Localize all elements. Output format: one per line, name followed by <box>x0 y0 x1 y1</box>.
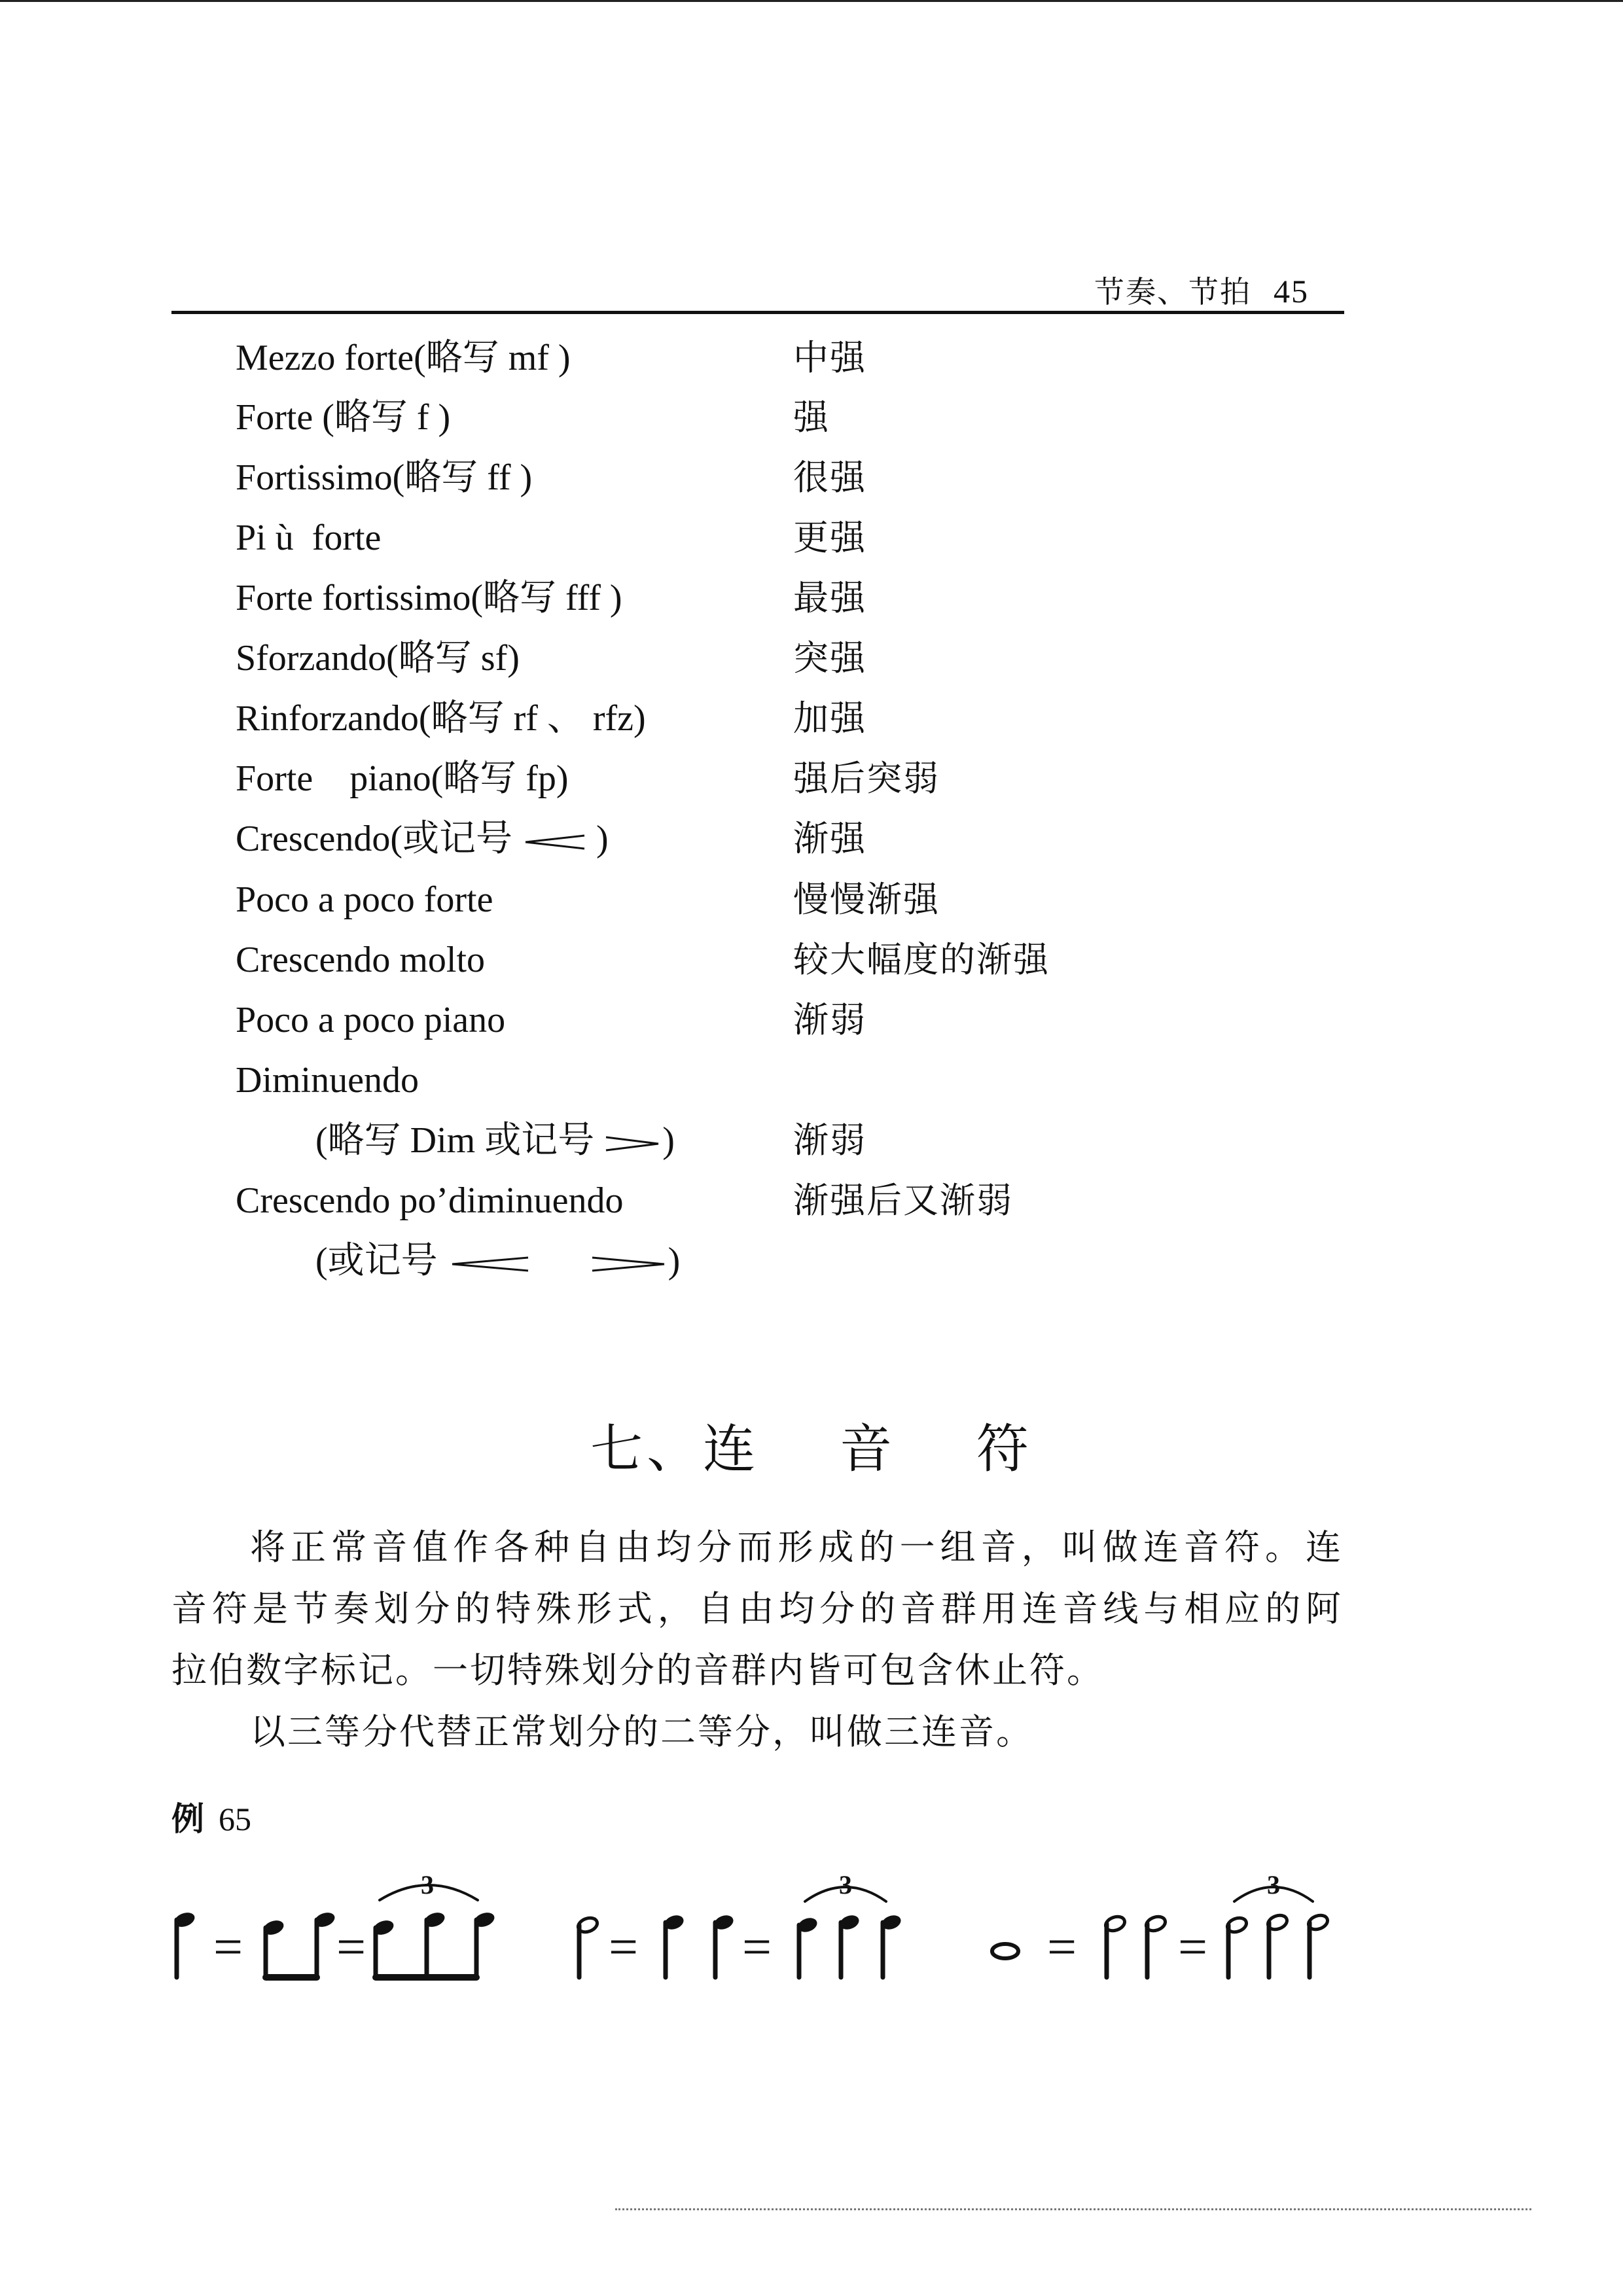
term-meaning: 渐强后又渐弱 <box>793 1180 1013 1221</box>
term-meaning: 加强 <box>793 698 866 739</box>
term-meaning: 更强 <box>793 517 866 558</box>
term-meaning: 强 <box>793 397 830 438</box>
term-italian: Forte (略写 f ) <box>236 397 451 438</box>
header-rule <box>171 311 1344 314</box>
term-italian: Mezzo forte(略写 mf ) <box>236 338 571 378</box>
term-italian: Forte fortissimo(略写 fff ) <box>236 578 622 618</box>
diminuendo-hairpin-icon <box>603 1131 662 1157</box>
diminuendo-hairpin-icon <box>590 1251 668 1277</box>
term-italian: Crescendo molto <box>236 940 486 980</box>
equals-sign: = <box>1047 1918 1077 1976</box>
scan-top-edge <box>0 0 1623 2</box>
half-notes-icon <box>1103 1914 1167 1977</box>
eighth-notes-beamed-icon <box>262 1910 337 1977</box>
term-meaning: 突强 <box>793 637 866 679</box>
term-meaning: 强后突弱 <box>793 758 940 799</box>
example-number: 65 <box>219 1801 251 1837</box>
quarter-notes-icon <box>662 1913 735 1977</box>
equals-sign: = <box>742 1918 772 1976</box>
equals-sign: = <box>609 1918 639 1976</box>
term-suffix: ) <box>668 1241 681 1281</box>
term-meaning: 渐弱 <box>793 1120 866 1161</box>
scan-artifact-line <box>615 2208 1531 2210</box>
term-italian: Fortissimo(略写 ff ) <box>236 457 533 498</box>
term-italian <box>315 1118 675 1163</box>
whole-note-icon <box>992 1944 1018 1958</box>
quarter-triplet-icon <box>796 1887 902 1977</box>
body-paragraph <box>171 1517 1343 1701</box>
term-suffix: ) <box>662 1120 675 1161</box>
term-italian: Pi ù forte <box>236 518 382 558</box>
term-meaning: 慢慢渐强 <box>793 879 940 920</box>
term-prefix: Crescendo(或记号 <box>236 819 513 859</box>
paragraph-line: 音符是节奏划分的特殊形式，自由均分的音群用连音线与相应的阿 <box>171 1588 1343 1629</box>
term-prefix: (略写 Dim 或记号 <box>315 1120 595 1161</box>
term-meaning: 很强 <box>793 457 866 498</box>
quarter-note-icon <box>173 1910 197 1977</box>
term-italian: Diminuendo <box>236 1060 419 1101</box>
equals-sign: = <box>336 1918 366 1976</box>
example-label <box>171 1793 251 1840</box>
term-italian <box>236 816 609 862</box>
term-italian: Rinforzando(略写 rf 、 rfz) <box>236 698 646 739</box>
half-note-icon <box>576 1915 599 1977</box>
equals-sign: = <box>213 1918 243 1976</box>
term-meaning: 渐强 <box>793 818 866 859</box>
page-number: 45 <box>1274 273 1309 309</box>
term-prefix: (或记号 <box>315 1241 438 1281</box>
term-meaning: 渐弱 <box>793 999 866 1040</box>
half-triplet-icon <box>1225 1887 1329 1977</box>
running-title: 节奏、节拍 <box>1094 274 1251 309</box>
paragraph-line: 拉伯数字标记。一切特殊划分的音群内皆可包含休止符。 <box>171 1650 1104 1691</box>
term-italian: Poco a poco forte <box>236 879 493 920</box>
term-italian: Sforzando(略写 sf) <box>236 638 520 679</box>
term-italian: Forte piano(略写 fp) <box>236 758 569 799</box>
tuplet-number: 3 <box>421 1870 434 1899</box>
term-meaning: 中强 <box>793 337 866 378</box>
crescendo-hairpin-icon <box>522 829 587 855</box>
tuplet-number: 3 <box>1267 1870 1280 1899</box>
term-meaning: 最强 <box>793 577 866 618</box>
term-meaning: 较大幅度的渐强 <box>793 939 1050 980</box>
example-label-text: 例 <box>171 1799 204 1838</box>
crescendo-hairpin-icon <box>447 1251 532 1277</box>
equals-sign: = <box>1178 1918 1208 1976</box>
section-title: 七、连 音 符 <box>590 1419 1033 1479</box>
body-paragraph: 以三等分代替正常划分的二等分，叫做三连音。 <box>250 1711 1033 1752</box>
eighth-triplet-icon <box>372 1885 497 1977</box>
running-head <box>1094 268 1309 311</box>
term-italian: Poco a poco piano <box>236 1000 506 1040</box>
tuplet-number: 3 <box>839 1870 852 1899</box>
term-suffix: ) <box>587 819 609 859</box>
paragraph-line: 将正常音值作各种自由均分而形成的一组音，叫做连音符。连 <box>250 1527 1343 1568</box>
term-italian <box>315 1238 680 1284</box>
triplet-notation-example <box>151 1865 1394 2022</box>
term-italian: Crescendo po’diminuendo <box>236 1180 624 1221</box>
